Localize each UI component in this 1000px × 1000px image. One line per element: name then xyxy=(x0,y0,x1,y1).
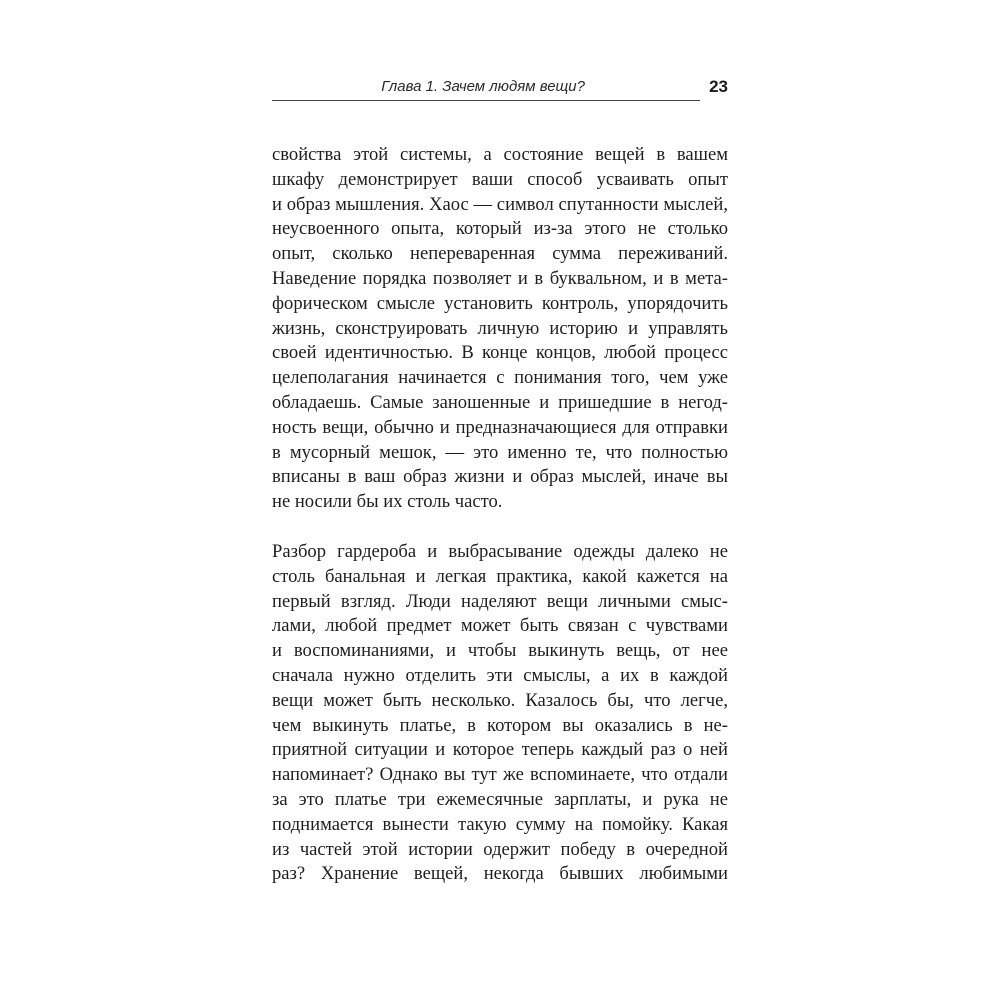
text-line: Наведение порядка позволяет и в буквальном, и в мета- xyxy=(272,267,728,289)
text-line: и образ мышления. Хаос — символ спутанности мыслей, xyxy=(272,193,728,215)
header-rule xyxy=(272,100,700,101)
text-line: в мусорный мешок, — это именно те, что полностью xyxy=(272,441,728,463)
chapter-title: Глава 1. Зачем людям вещи? xyxy=(381,78,585,95)
running-header xyxy=(272,76,728,102)
text-line: обладаешь. Самые заношенные и пришедшие в негод- xyxy=(272,391,728,413)
text-line: вещи может быть несколько. Казалось бы, что легче, xyxy=(272,689,728,711)
page-number: 23 xyxy=(709,77,728,96)
text-line: опыт, сколько непереваренная сумма переживаний. xyxy=(272,243,728,265)
text-line: шкафу демонстрирует ваши способ усваивать опыт xyxy=(272,168,728,190)
text-line: Разбор гардероба и выбрасывание одежды далеко не xyxy=(272,541,728,562)
text-line: и воспоминаниями, и чтобы выкинуть вещь, от нее xyxy=(272,640,728,662)
paragraph-2 xyxy=(272,540,728,887)
text-line: первый взгляд. Люди наделяют вещи личными смыс- xyxy=(272,590,728,612)
text-line: за это платье три ежемесячные зарплаты, и рука не xyxy=(272,788,728,810)
text-line: форическом смысле установить контроль, упорядочить xyxy=(272,292,728,314)
text-line: напоминает? Однако вы тут же вспоминаете, что отдали xyxy=(272,764,728,786)
paragraph-1 xyxy=(272,143,728,515)
text-line: приятной ситуации и которое теперь каждый раз о ней xyxy=(272,739,728,761)
text-line: не носили бы их столь часто. xyxy=(272,491,503,513)
text-line: лами, любой предмет может быть связан с чувствами xyxy=(272,615,728,637)
text-line: неусвоенного опыта, который из-за этого не столько xyxy=(272,218,728,240)
text-line: сначала нужно отделить эти смыслы, а их в каждой xyxy=(272,664,728,686)
text-line: ность вещи, обычно и предназначающиеся для отправки xyxy=(272,416,728,438)
text-line: жизнь, сконструировать личную историю и управлять xyxy=(272,317,728,339)
text-line: вписаны в ваш образ жизни и образ мыслей, иначе вы xyxy=(272,466,728,488)
text-line: из частей этой истории одержит победу в очередной xyxy=(272,838,728,860)
text-line: целеполагания начинается с понимания того, чем уже xyxy=(272,367,728,389)
text-line: своей идентичностью. В конце концов, любой процесс xyxy=(272,342,728,364)
text-line: чем выкинуть платье, в котором вы оказались в не- xyxy=(272,714,728,736)
text-line: столь банальная и легкая практика, какой кажется на xyxy=(272,565,728,587)
text-line: поднимается вынести такую сумму на помойку. Какая xyxy=(272,813,728,835)
text-line: раз? Хранение вещей, некогда бывших любимыми xyxy=(272,863,728,885)
text-line: свойства этой системы, а состояние вещей в вашем xyxy=(272,144,728,165)
